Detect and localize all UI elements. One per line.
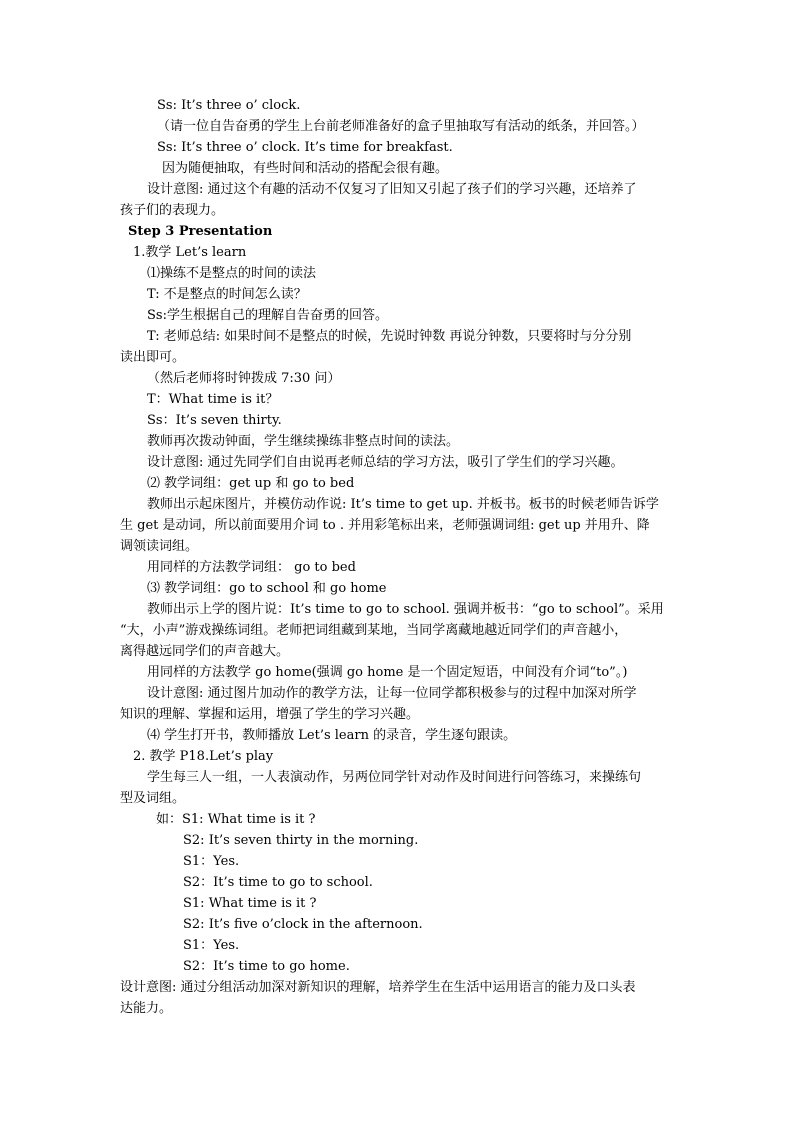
dialogue-line: Ss：It’s seven thirty.	[147, 413, 282, 428]
text-line: 调领读词组。	[120, 539, 199, 554]
text-line: 因为随便抽取，有些时间和活动的搭配会很有趣。	[162, 161, 449, 176]
design-intent: 设计意图: 通过分组活动加深对新知识的理解，培养学生在生活中运用语言的能力及口头表	[120, 980, 636, 995]
example-dialogue-line: S1：Yes.	[183, 854, 240, 869]
dialogue-line: T: 不是整点的时间怎么读？	[147, 287, 307, 302]
example-dialogue-line: S2: It’s seven thirty in the morning.	[183, 833, 419, 848]
subsection-heading: 2. 教学 P18.Let’s play	[133, 749, 274, 764]
stage-direction: （请一位自告奋勇的学生上台前老师准备好的盒子里抽取写有活动的纸条，并回答。）	[157, 119, 645, 134]
example-dialogue-line: S1：Yes.	[183, 938, 240, 953]
dialogue-line: Ss:学生根据自己的理解自告奋勇的回答。	[147, 308, 388, 323]
example-dialogue-line: S2：It’s time to go to school.	[183, 875, 373, 890]
design-intent: 设计意图: 通过这个有趣的活动不仅复习了旧知又引起了孩子们的学习兴趣，还培养了	[147, 182, 637, 197]
text-line: 离得越远同学们的声音越大。	[120, 644, 290, 659]
example-dialogue-line: S2：It’s time to go home.	[183, 959, 350, 974]
dialogue-line: Ss: It’s three o’ clock.	[157, 98, 301, 113]
dialogue-line: Ss: It’s three o’ clock. It’s time for breakfast.	[157, 140, 453, 155]
text-line: 学生每三人一组，一人表演动作，另两位同学针对动作及时间进行问答练习，来操练句	[147, 770, 642, 785]
design-intent: 设计意图: 通过图片加动作的教学方法，让每一位同学都积极参与的过程中加深对所学	[147, 686, 637, 701]
text-line: 型及词组。	[120, 791, 186, 806]
text-line: ⑷ 学生打开书，教师播放 Let’s learn 的录音，学生逐句跟读。	[147, 728, 517, 743]
text-line: ⑵ 教学词组：get up 和 go to bed	[147, 476, 355, 491]
text-line: 读出即可。	[120, 350, 186, 365]
dialogue-line: T: 老师总结: 如果时间不是整点的时候，先说时钟数 再说分钟数，只要将时与分分别	[147, 329, 632, 344]
text-line: ⑴操练不是整点的时间的读法	[147, 266, 317, 281]
example-dialogue-line: 如：S1: What time is it ?	[156, 812, 316, 827]
example-dialogue-line: S1: What time is it ?	[183, 896, 317, 911]
section-heading: Step 3 Presentation	[128, 224, 273, 239]
subsection-heading: 1.教学 Let’s learn	[133, 245, 247, 260]
text-line: 用同样的方法教学词组： go to bed	[147, 560, 356, 575]
text-line: 知识的理解、掌握和运用，增强了学生的学习兴趣。	[120, 707, 420, 722]
dialogue-line: T：What time is it？	[147, 392, 279, 407]
text-line: 孩子们的表现力。	[120, 203, 225, 218]
text-line: 用同样的方法教学 go home(强调 go home 是一个固定短语，中间没有介词“to”。)	[147, 665, 628, 680]
text-line: 教师再次拨动钟面，学生继续操练非整点时间的读法。	[147, 434, 460, 449]
text-line: 教师出示上学的图片说：It’s time to go to school. 强调并板书：“go to school”。采用	[147, 602, 664, 617]
stage-direction: （然后老师将时钟拨成 7:30 问）	[147, 371, 341, 386]
text-line: ⑶ 教学词组：go to school 和 go home	[147, 581, 387, 596]
design-intent: 设计意图: 通过先同学们自由说再老师总结的学习方法，吸引了学生们的学习兴趣。	[147, 455, 624, 470]
text-line: 生 get 是动词，所以前面要用介词 to . 并用彩笔标出来，老师强调词组: get up 并用升、降	[120, 518, 650, 533]
text-line: 教师出示起床图片，并模仿动作说: It’s time to get up. 并板书。板书的时候老师告诉学	[147, 497, 659, 512]
text-line: “大，小声”游戏操练词组。老师把词组藏到某地，当同学离藏地越近同学们的声音越小，	[120, 623, 628, 638]
example-dialogue-line: S2: It’s five o’clock in the afternoon.	[183, 917, 423, 932]
text-line: 达能力。	[120, 1001, 173, 1016]
